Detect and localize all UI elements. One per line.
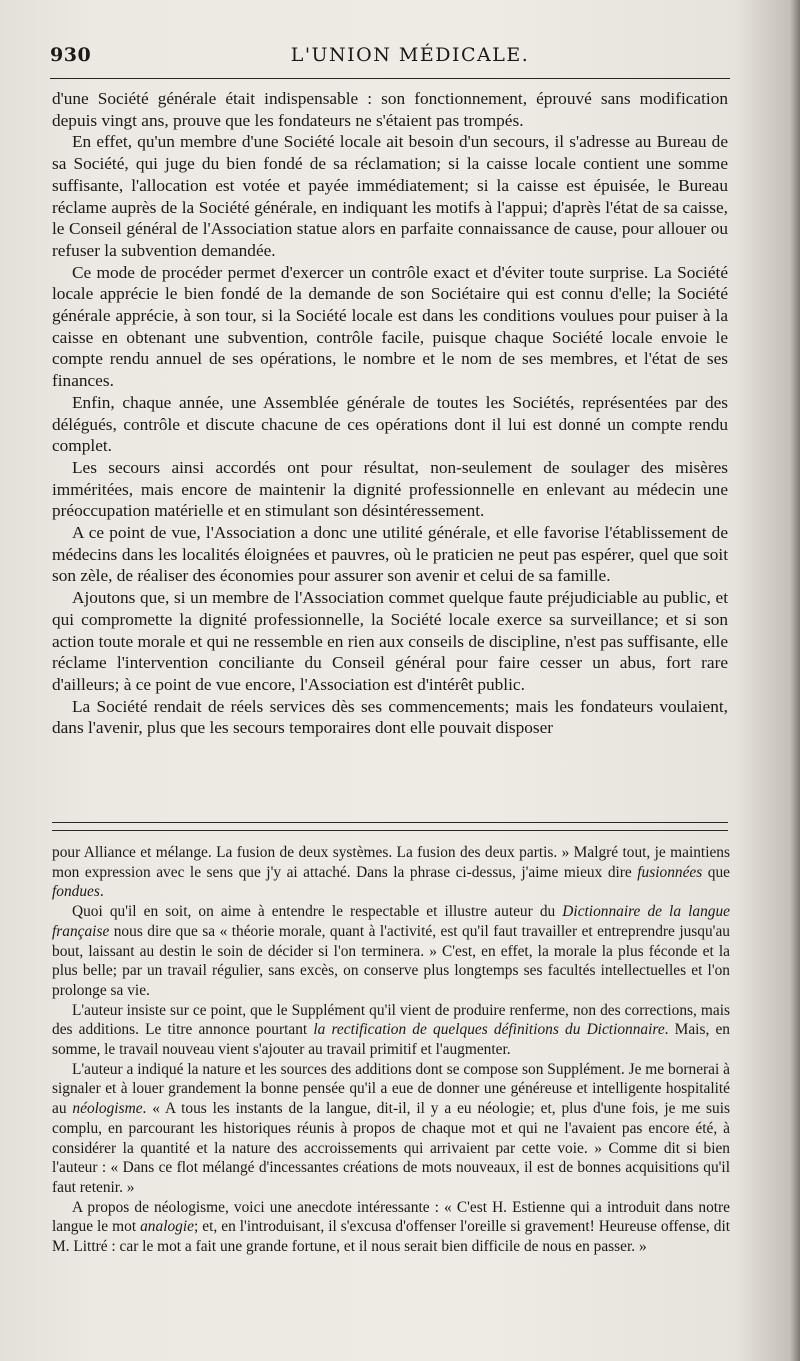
footnote-text: . Mais, en somme, le travail nouveau vient s'ajouter au travail primitif et l'augmenter. bbox=[52, 1021, 730, 1059]
footnote-text: nous dire que sa « théorie morale, quant à l'activité, est qu'il faut travailler et entreprendre jusqu'au bout, laissant au destin le soin de décider si l'on terminera. » C'est, en effet, la morale la plus féconde et la plus belle; par un travail régulier, sans excès, on conserve plus longtemps ses facultés intellectuelles et l'on prolonge sa vie. bbox=[52, 922, 730, 999]
footnote-paragraph bbox=[52, 1198, 730, 1257]
body-paragraph: d'une Société générale était indispensable : son fonctionnement, éprouvé sans modification depuis vingt ans, prouve que les fondateurs ne s'étaient pas trompés. bbox=[52, 89, 728, 130]
running-title: L'UNION MÉDICALE. bbox=[290, 44, 530, 66]
footnote-text: ; et, en l'introduisant, il s'excusa d'offenser l'oreille si gravement! Heureuse offense, dit M. Littré : car le mot a fait une grande fortune, et il nous serait bien difficile de nous en passer. » bbox=[52, 1218, 730, 1256]
footnote-paragraph bbox=[52, 1001, 730, 1060]
footnote-italic: Dictionnaire de la langue française bbox=[52, 903, 730, 940]
footnote-italic: analogie bbox=[140, 1218, 194, 1236]
footnote-text: que bbox=[702, 863, 730, 881]
page-header bbox=[50, 44, 730, 74]
body-paragraph: Ce mode de procéder permet d'exercer un contrôle exact et d'éviter toute surprise. La Société locale apprécie le bien fondé de la demande de son Sociétaire qui est connu d'elle; la Société générale apprécie, à son tour, si la Société locale est dans les conditions voulues pour puiser à la caisse en obtenant une subvention, contrôle facile, puisque chaque Société locale envoie le compte rendu annuel de ses opérations, le nombre et le nom de ses membres, et l'état de ses finances. bbox=[52, 262, 728, 391]
footnote-text: A propos de néologisme, voici une anecdote intéressante : « C'est H. Estienne qui a introduit dans notre langue le mot bbox=[52, 1198, 730, 1236]
footnote-text: Quoi qu'il en soit, on aime à entendre le respectable et illustre auteur du bbox=[72, 903, 563, 921]
footnote-text: pour Alliance et mélange. La fusion de deux systèmes. La fusion des deux partis. » Malgré tout, je maintiens mon expression avec le sens que j'y ai attaché. Dans la phrase ci-dessus, j'aime mieux dire bbox=[52, 844, 730, 881]
footnote-text: L'auteur a indiqué la nature et les sources des additions dont se compose son Supplément. Je me bornerai à signaler et à louer grandement la bonne pensée qu'il a eue de donner une généreuse et intelligente hospitalité au bbox=[52, 1060, 730, 1118]
body-paragraph: Ajoutons que, si un membre de l'Association commet quelque faute préjudiciable au public, et qui compromette la dignité professionnelle, la Société locale exerce sa surveillance; et si son action toute morale et qui ne ressemble en rien aux conseils de discipline, n'est pas suffisante, elle réclame l'intervention conciliante du Conseil général pour faire cesser un abus, fort rare d'ailleurs; à ce point de vue encore, l'Association est d'intérêt public. bbox=[52, 588, 728, 694]
body-paragraph: A ce point de vue, l'Association a donc une utilité générale, et elle favorise l'établissement de médecins dans les localités éloignées et pauvres, où le praticien ne peut pas espérer, quel que soit son zèle, de réaliser des économies pour assurer son avenir et celui de sa famille. bbox=[52, 523, 728, 586]
footnote-separator-rule-thin bbox=[52, 830, 728, 831]
footnote-italic: fusionnées bbox=[637, 863, 703, 881]
body-paragraph: Enfin, chaque année, une Assemblée générale de toutes les Sociétés, représentées par des délégués, contrôle et discute chacune de ces opérations dont il lui est donné un compte rendu complet. bbox=[52, 392, 728, 456]
page-number: 930 bbox=[50, 44, 92, 66]
body-paragraph: La Société rendait de réels services dès ses commencements; mais les fondateurs voulaient, dans l'avenir, plus que les secours temporaires dont elle pouvait disposer bbox=[52, 696, 728, 738]
footnote-paragraph bbox=[52, 843, 730, 902]
body-paragraph: Les secours ainsi accordés ont pour résultat, non-seulement de soulager des misères imméritées, mais encore de maintenir la dignité professionnelle en enlevant au médecin une préoccupation matérielle et en stimulant son désintéressement. bbox=[52, 457, 728, 521]
footnote-text: L'auteur insiste sur ce point, que le Supplément qu'il vient de produire renferme, non des corrections, mais des additions. Le titre annonce pourtant bbox=[52, 1001, 730, 1039]
main-body-text bbox=[52, 88, 728, 739]
body-paragraph: En effet, qu'un membre d'une Société locale ait besoin d'un secours, il s'adresse au Bureau de sa Société, qui juge du bien fondé de sa réclamation; si la caisse locale contient une somme suffisante, l'allocation est votée et payée immédiatement; si la caisse est épuisée, le Bureau réclame auprès de la Société générale, en indiquant les motifs à l'appui; d'après l'état de sa caisse, le Conseil général de l'Association statue alors en parfaite connaissance de cause, pour allouer ou refuser la subvention demandée. bbox=[52, 132, 728, 260]
footnote-italic: néologisme bbox=[72, 1100, 143, 1118]
footnote-italic: fondues bbox=[52, 883, 100, 901]
footnote-column bbox=[52, 843, 730, 1257]
footnote-text: . « A tous les instants de la langue, dit-il, il y a eu néologie; et, plus d'une fois, je me suis complu, en parcourant les historiques réunis à propos de chaque mot et qui ne l'avaient pas encore été, à considérer la quantité et la nature des accroissements qui arrivaient par cette voie. » Comme dit si bien l'auteur : « Dans ce flot mélangé d'incessantes créations de mots nouveaux, il est de bonnes acquisitions qu'il faut retenir. » bbox=[52, 1100, 731, 1196]
header-rule bbox=[50, 78, 730, 79]
footnote-paragraph bbox=[52, 902, 730, 1001]
footnote-paragraph bbox=[52, 1060, 730, 1198]
footnote-italic: la rectification de quelques définitions du Dictionnaire bbox=[313, 1021, 665, 1039]
footnote-separator-rule bbox=[52, 822, 728, 823]
footnote-text: . bbox=[99, 883, 104, 901]
